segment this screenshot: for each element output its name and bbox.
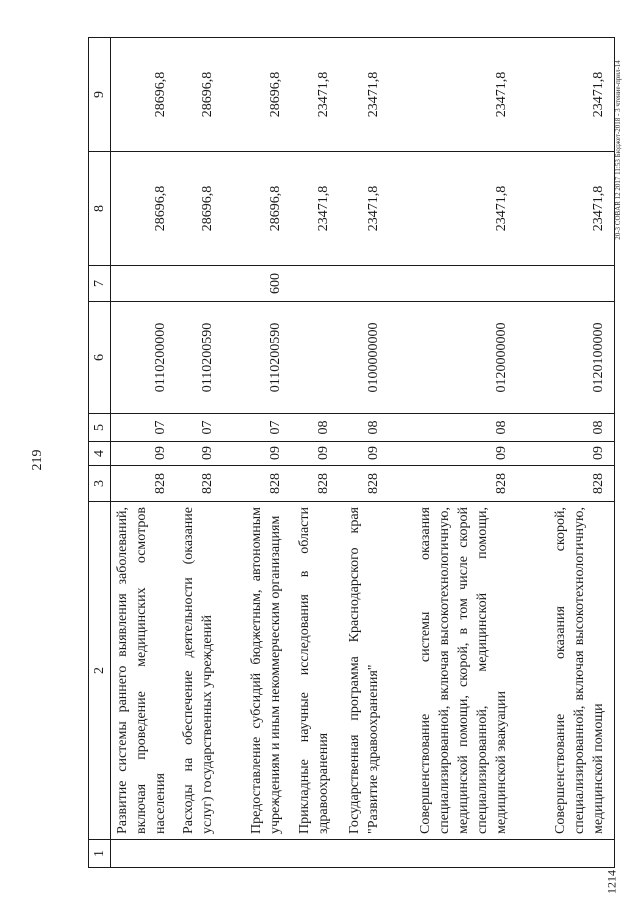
col-header-6: 6	[89, 302, 111, 414]
col-header-5: 5	[89, 414, 111, 442]
cell-index	[111, 840, 176, 868]
cell-name: Развитие системы раннего выявления заболеваний, включая проведение медицинских осмотров населения	[111, 502, 176, 840]
page-number: 219	[30, 449, 45, 471]
cell-index	[389, 840, 517, 868]
cell-name: Государственная программа Краснодарского края "Развитие здравоохранения"	[339, 502, 389, 840]
cell-kind	[176, 266, 223, 302]
cell-subsection: 08	[389, 414, 517, 442]
cell-amount-a: 28696,8	[223, 152, 291, 266]
cell-code: 828	[291, 466, 339, 502]
cell-target: 0110200590	[176, 302, 223, 414]
cell-kind	[339, 266, 389, 302]
cell-amount-a: 23471,8	[339, 152, 389, 266]
rotated-table-container	[88, 38, 613, 868]
cell-subsection: 07	[223, 414, 291, 442]
cell-amount-b: 28696,8	[176, 38, 223, 152]
cell-code: 828	[339, 466, 389, 502]
cell-index	[339, 840, 389, 868]
cell-kind	[111, 266, 176, 302]
cell-amount-a: 28696,8	[176, 152, 223, 266]
cell-code: 828	[389, 466, 517, 502]
cell-kind: 600	[223, 266, 291, 302]
table-row	[339, 38, 389, 868]
table-row	[176, 38, 223, 868]
cell-target: 0100000000	[339, 302, 389, 414]
sheet-number: 1214	[604, 870, 619, 894]
cell-amount-b: 23471,8	[339, 38, 389, 152]
cell-subsection: 07	[176, 414, 223, 442]
cell-name: Расходы на обеспечение деятельности (оказание услуг) государственных учреждений	[176, 502, 223, 840]
table-row	[291, 38, 339, 868]
cell-index	[291, 840, 339, 868]
cell-amount-b: 23471,8	[389, 38, 517, 152]
cell-amount-b: 28696,8	[111, 38, 176, 152]
cell-index	[223, 840, 291, 868]
table-row	[517, 38, 615, 868]
cell-section: 09	[389, 442, 517, 466]
cell-target	[291, 302, 339, 414]
table-row	[223, 38, 291, 868]
cell-target: 0110200000	[111, 302, 176, 414]
cell-section: 09	[223, 442, 291, 466]
cell-section: 09	[291, 442, 339, 466]
cell-section: 09	[111, 442, 176, 466]
cell-index	[176, 840, 223, 868]
cell-section: 09	[176, 442, 223, 466]
cell-index	[517, 840, 615, 868]
footer-code: 20-3 COBAR 12 2017 11:53 Бюджет-2018 - 3 чтение-прил-14	[614, 60, 622, 240]
cell-name: Прикладные научные исследования в области здравоохранения	[291, 502, 339, 840]
cell-section: 09	[517, 442, 615, 466]
cell-code: 828	[517, 466, 615, 502]
cell-subsection: 08	[291, 414, 339, 442]
cell-code: 828	[111, 466, 176, 502]
col-header-9: 9	[89, 38, 111, 152]
col-header-4: 4	[89, 442, 111, 466]
cell-name: Совершенствование системы оказания специализированной, включая высокотехнологичную, медицинской помощи, скорой, в том числе скорой специализированной, медицинской помощи, медицинской эвакуации	[389, 502, 517, 840]
cell-name: Совершенствование оказания скорой, специализированной, включая высокотехнологичную, медицинской помощи	[517, 502, 615, 840]
cell-section: 09	[339, 442, 389, 466]
col-header-7: 7	[89, 266, 111, 302]
col-header-1: 1	[89, 840, 111, 868]
cell-name: Предоставление субсидий бюджетным, автономным учреждениям и иным некоммерческим организациям	[223, 502, 291, 840]
cell-amount-a: 28696,8	[111, 152, 176, 266]
cell-code: 828	[176, 466, 223, 502]
table-row	[111, 38, 176, 868]
cell-amount-a: 23471,8	[389, 152, 517, 266]
cell-amount-b: 23471,8	[517, 38, 615, 152]
cell-kind	[389, 266, 517, 302]
cell-amount-b: 28696,8	[223, 38, 291, 152]
col-header-8: 8	[89, 152, 111, 266]
cell-amount-a: 23471,8	[291, 152, 339, 266]
cell-code: 828	[223, 466, 291, 502]
cell-subsection: 08	[339, 414, 389, 442]
col-header-3: 3	[89, 466, 111, 502]
table-row	[389, 38, 517, 868]
cell-target: 0110200590	[223, 302, 291, 414]
cell-kind	[517, 266, 615, 302]
header-row	[89, 38, 111, 868]
cell-kind	[291, 266, 339, 302]
cell-subsection: 08	[517, 414, 615, 442]
cell-amount-a: 23471,8	[517, 152, 615, 266]
cell-subsection: 07	[111, 414, 176, 442]
cell-amount-b: 23471,8	[291, 38, 339, 152]
col-header-2: 2	[89, 502, 111, 840]
cell-target: 0120000000	[389, 302, 517, 414]
budget-table	[88, 37, 615, 868]
cell-target: 0120100000	[517, 302, 615, 414]
